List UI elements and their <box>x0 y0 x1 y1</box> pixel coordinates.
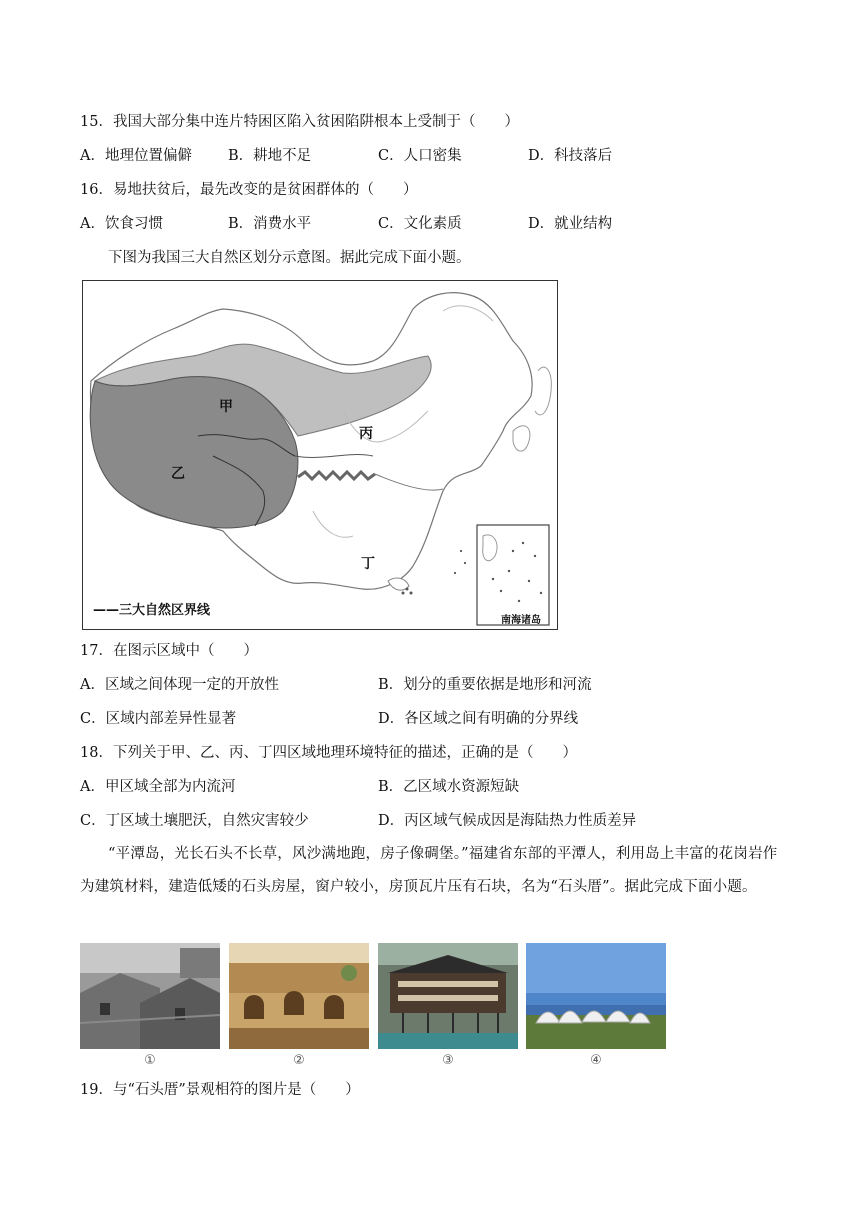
q17-option-a[interactable]: A．区域之间体现一定的开放性 <box>80 677 279 693</box>
question-19-stem: 19．与“石头厝”景观相符的图片是（ ） <box>80 1082 360 1098</box>
q18-option-a[interactable]: A．甲区域全部为内流河 <box>80 779 236 795</box>
map-inset-label: 南海诸岛 <box>501 615 541 626</box>
question-16-stem: 16．易地扶贫后，最先改变的是贫困群体的（ ） <box>80 182 418 198</box>
q15-option-a[interactable]: A．地理位置偏僻 <box>80 148 192 164</box>
q15-option-d[interactable]: D．科技落后 <box>528 148 613 164</box>
natural-regions-map <box>82 280 558 630</box>
map-label-yi: 乙 <box>171 466 185 482</box>
photo-4-caption: ④ <box>590 1053 602 1068</box>
question-17-stem: 17．在图示区域中（ ） <box>80 643 258 659</box>
q16-option-b[interactable]: B．消费水平 <box>228 216 312 232</box>
q16-option-a[interactable]: A．饮食习惯 <box>80 216 163 232</box>
map-label-bing: 丙 <box>359 426 373 442</box>
q18-option-b[interactable]: B．乙区域水资源短缺 <box>378 779 520 795</box>
q15-option-c[interactable]: C．人口密集 <box>378 148 462 164</box>
question-18-stem: 18．下列关于甲、乙、丙、丁四区域地理环境特征的描述，正确的是（ ） <box>80 745 577 761</box>
photo-3-stilt-houses[interactable] <box>378 943 518 1049</box>
photo-1-stone-houses[interactable] <box>80 943 220 1049</box>
q17-option-d[interactable]: D．各区域之间有明确的分界线 <box>378 711 579 727</box>
q17-option-c[interactable]: C．区域内部差异性显著 <box>80 711 237 727</box>
q16-option-d[interactable]: D．就业结构 <box>528 216 613 232</box>
map-label-ding: 丁 <box>361 556 375 572</box>
photo-strip <box>80 943 670 1071</box>
photo-4-yurts[interactable] <box>526 943 666 1049</box>
map-label-jia: 甲 <box>219 399 233 415</box>
q15-option-b[interactable]: B．耕地不足 <box>228 148 312 164</box>
q17-option-b[interactable]: B．划分的重要依据是地形和河流 <box>378 677 592 693</box>
photo-1-caption: ① <box>144 1053 156 1068</box>
stone-house-intro-paragraph: “平潭岛，光长石头不长草，风沙满地跑，房子像碉堡。”福建省东部的平潭人，利用岛上丰富的花岗岩作为建筑材料，建造低矮的石头房屋，窗户较小，房顶瓦片压有石块，名为“石头厝”。据此完成下面小题。 <box>80 846 778 895</box>
q18-option-d[interactable]: D．丙区域气候成因是海陆热力性质差异 <box>378 813 637 829</box>
question-15-stem: 15．我国大部分集中连片特困区陷入贫困陷阱根本上受制于（ ） <box>80 114 519 130</box>
q16-option-c[interactable]: C．文化素质 <box>378 216 462 232</box>
q18-option-c[interactable]: C．丁区域土壤肥沃，自然灾害较少 <box>80 813 309 829</box>
map-intro-text: 下图为我国三大自然区划分示意图。据此完成下面小题。 <box>108 250 471 266</box>
map-legend: ——三大自然区界线 <box>93 603 211 618</box>
photo-2-caption: ② <box>293 1053 305 1068</box>
photo-2-cave-dwellings[interactable] <box>229 943 369 1049</box>
photo-3-caption: ③ <box>442 1053 454 1068</box>
